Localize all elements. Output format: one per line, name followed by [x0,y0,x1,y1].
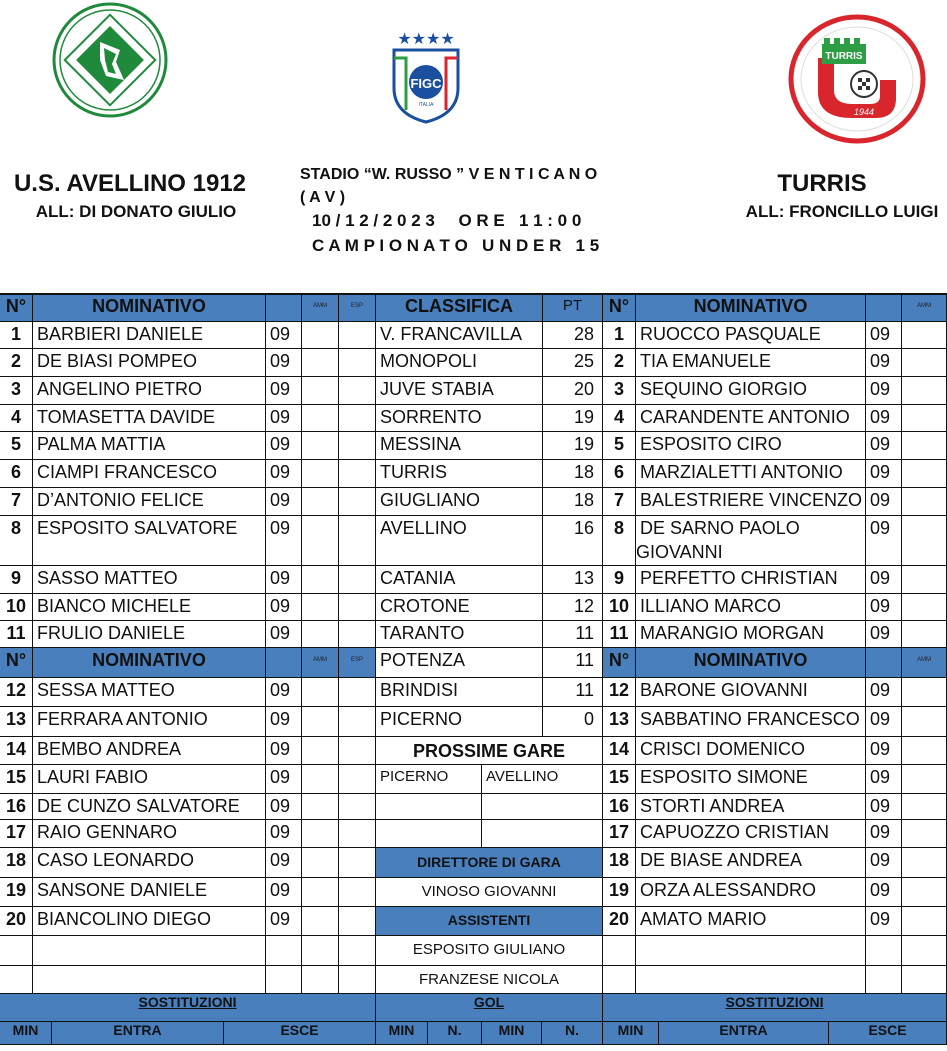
away-player-year: 09 [866,488,902,516]
home-player-number: 7 [0,488,33,516]
empty-cell [902,966,947,994]
home-player-esp [339,737,376,765]
home-player-number: 11 [0,621,33,648]
home-substitutions-title: SOSTITUZIONI [0,994,376,1022]
away-player-number: 10 [603,594,636,621]
home-player-esp [339,432,376,460]
home-player-amm [302,794,339,820]
home-player-year: 09 [266,848,302,878]
goal-min-header: MIN [376,1022,428,1045]
home-col-n: N° [0,294,33,322]
home-player-year: 09 [266,432,302,460]
away-player-name: CAPUOZZO CRISTIAN [636,820,866,848]
home-sub-out-header: ESCE [224,1022,376,1045]
away-subs-col-name: NOMINATIVO [636,648,866,678]
away-player-name: SEQUINO GIORGIO [636,377,866,405]
away-player-name: MARZIALETTI ANTONIO [636,460,866,488]
away-player-name: BARONE GIOVANNI [636,678,866,707]
away-col-year [866,294,902,322]
home-player-esp [339,594,376,621]
home-player-esp [339,516,376,566]
home-player-number: 17 [0,820,33,848]
assistant-2: FRANZESE NICOLA [376,966,603,994]
away-player-year: 09 [866,460,902,488]
standings-points: 19 [543,405,603,432]
empty-cell [0,966,33,994]
home-player-esp [339,878,376,907]
home-player-name: TOMASETTA DAVIDE [33,405,266,432]
home-player-name: BEMBO ANDREA [33,737,266,765]
home-player-amm [302,432,339,460]
standings-points: 20 [543,377,603,405]
empty-cell [302,936,339,966]
away-player-year: 09 [866,566,902,594]
svg-text:★★★★: ★★★★ [397,29,455,48]
home-player-year: 09 [266,737,302,765]
standings-team: AVELLINO [376,516,543,566]
away-player-year: 09 [866,322,902,349]
home-player-name: SANSONE DANIELE [33,878,266,907]
home-player-amm [302,737,339,765]
away-player-number: 18 [603,848,636,878]
home-player-amm [302,488,339,516]
standings-points: 28 [543,322,603,349]
home-player-number: 13 [0,707,33,737]
home-player-esp [339,820,376,848]
home-player-esp [339,460,376,488]
away-player-amm [902,765,947,794]
home-player-name: FRULIO DANIELE [33,621,266,648]
away-player-year: 09 [866,737,902,765]
away-player-name: CRISCI DOMENICO [636,737,866,765]
away-player-name [636,516,866,566]
empty-cell [302,966,339,994]
empty-cell [266,936,302,966]
home-player-amm [302,405,339,432]
home-player-amm [302,516,339,566]
home-player-year: 09 [266,794,302,820]
standings-team: SORRENTO [376,405,543,432]
away-player-name: TIA EMANUELE [636,349,866,377]
away-col-name: NOMINATIVO [636,294,866,322]
empty-cell [866,966,902,994]
assistants-title: ASSISTENTI [376,907,603,936]
away-player-name-line1: DE SARNO PAOLO [640,518,800,538]
away-player-amm [902,460,947,488]
home-subs-col-amm: AMM [302,648,339,678]
svg-text:1944: 1944 [853,107,875,117]
home-player-number: 16 [0,794,33,820]
away-player-amm [902,678,947,707]
home-player-year: 09 [266,765,302,794]
away-player-amm [902,820,947,848]
referee-title: DIRETTORE DI GARA [376,848,603,878]
away-player-year: 09 [866,349,902,377]
standings-points: 16 [543,516,603,566]
home-player-esp [339,621,376,648]
home-player-year: 09 [266,878,302,907]
home-player-year: 09 [266,907,302,936]
standings-points: 12 [543,594,603,621]
home-subs-col-esp: ESP [339,648,376,678]
away-player-amm [902,349,947,377]
away-player-year: 09 [866,432,902,460]
competition-name: C A M P I O N A T O U N D E R 1 5 [312,236,600,255]
home-player-amm [302,322,339,349]
home-player-year: 09 [266,488,302,516]
svg-text:FIGC: FIGC [410,76,442,91]
home-player-esp [339,488,376,516]
assistant-1: ESPOSITO GIULIANO [376,936,603,966]
away-player-number: 2 [603,349,636,377]
away-player-name: ESPOSITO CIRO [636,432,866,460]
venue-line1: STADIO “W. RUSSO ” V E N T I C A N O [300,166,598,183]
standings-team: CATANIA [376,566,543,594]
away-player-name: STORTI ANDREA [636,794,866,820]
away-subs-col-amm: AMM [902,648,947,678]
home-subs-col-year [266,648,302,678]
standings-team: GIUGLIANO [376,488,543,516]
turris-logo [788,14,926,144]
away-coach: ALL: FRONCILLO LUIGI [745,202,939,221]
away-player-amm [902,737,947,765]
home-player-name: BIANCOLINO DIEGO [33,907,266,936]
away-player-name: ORZA ALESSANDRO [636,878,866,907]
home-player-esp [339,765,376,794]
empty-cell [0,936,33,966]
away-player-year: 09 [866,516,902,566]
away-player-number: 4 [603,405,636,432]
home-player-name: FERRARA ANTONIO [33,707,266,737]
figc-logo [386,24,466,124]
away-substitutions-title: SOSTITUZIONI [603,994,947,1022]
away-player-amm [902,516,947,566]
empty-cell [33,936,266,966]
away-player-number: 8 [603,516,636,566]
home-player-name: LAURI FABIO [33,765,266,794]
home-player-amm [302,678,339,707]
home-player-amm [302,349,339,377]
away-player-number: 6 [603,460,636,488]
away-player-year: 09 [866,907,902,936]
home-team-name: U.S. AVELLINO 1912 [13,170,247,197]
home-player-name: ANGELINO PIETRO [33,377,266,405]
home-player-year: 09 [266,678,302,707]
standings-points: 11 [543,621,603,648]
home-player-esp [339,405,376,432]
next-game-away: AVELLINO [482,765,603,794]
referee-name: VINOSO GIOVANNI [376,878,603,907]
away-player-year: 09 [866,848,902,878]
home-player-number: 14 [0,737,33,765]
home-col-year [266,294,302,322]
away-player-name: ILLIANO MARCO [636,594,866,621]
away-player-year: 09 [866,878,902,907]
away-subs-col-n: N° [603,648,636,678]
home-player-amm [302,566,339,594]
standings-points: 11 [543,678,603,707]
empty-cell [266,966,302,994]
home-col-esp: ESP [339,294,376,322]
goal-n-header-2: N. [542,1022,603,1045]
empty-cell [603,936,636,966]
standings-points: 25 [543,349,603,377]
home-player-name: BARBIERI DANIELE [33,322,266,349]
away-player-number: 13 [603,707,636,737]
home-sub-in-header: ENTRA [52,1022,224,1045]
home-player-amm [302,765,339,794]
away-player-number: 20 [603,907,636,936]
home-player-name: SESSA MATTEO [33,678,266,707]
away-player-number: 19 [603,878,636,907]
away-player-name: MARANGIO MORGAN [636,621,866,648]
away-player-number: 16 [603,794,636,820]
away-player-amm [902,594,947,621]
home-player-number: 2 [0,349,33,377]
match-date-time: 10 / 1 2 / 2 0 2 3 O R E 1 1 : 0 0 [312,211,582,230]
home-player-year: 09 [266,707,302,737]
away-col-n: N° [603,294,636,322]
home-player-number: 15 [0,765,33,794]
standings-points: 18 [543,460,603,488]
match-sheet-table [0,294,947,1051]
next-game-empty [482,794,603,820]
standings-team: JUVE STABIA [376,377,543,405]
away-player-amm [902,377,947,405]
standings-team: TURRIS [376,460,543,488]
away-player-number: 11 [603,621,636,648]
empty-cell [339,936,376,966]
standings-points: 0 [543,707,603,737]
away-player-name: AMATO MARIO [636,907,866,936]
away-player-number: 1 [603,322,636,349]
away-player-amm [902,621,947,648]
next-game-empty [482,820,603,848]
home-col-amm: AMM [302,294,339,322]
standings-header: CLASSIFICA [376,294,543,322]
home-player-esp [339,377,376,405]
standings-team: MONOPOLI [376,349,543,377]
away-sub-in-header: ENTRA [659,1022,829,1045]
home-player-amm [302,820,339,848]
away-player-number: 15 [603,765,636,794]
away-sub-out-header: ESCE [829,1022,947,1045]
home-player-year: 09 [266,322,302,349]
table-top-border [0,293,947,295]
away-player-year: 09 [866,820,902,848]
empty-cell [866,936,902,966]
away-player-number: 17 [603,820,636,848]
home-coach: ALL: DI DONATO GIULIO [35,202,237,221]
away-player-year: 09 [866,405,902,432]
away-team-name: TURRIS [777,170,867,197]
away-player-amm [902,432,947,460]
home-sub-min-header: MIN [0,1022,52,1045]
away-player-number: 12 [603,678,636,707]
home-player-amm [302,907,339,936]
empty-cell [33,966,266,994]
standings-team: CROTONE [376,594,543,621]
home-player-esp [339,848,376,878]
home-player-name: CIAMPI FRANCESCO [33,460,266,488]
home-player-number: 6 [0,460,33,488]
home-player-name: BIANCO MICHELE [33,594,266,621]
home-player-number: 4 [0,405,33,432]
home-subs-col-n: N° [0,648,33,678]
standings-points: 19 [543,432,603,460]
home-player-esp [339,349,376,377]
home-player-number: 8 [0,516,33,566]
away-player-amm [902,848,947,878]
next-games-title: PROSSIME GARE [376,737,603,765]
empty-cell [636,966,866,994]
away-player-year: 09 [866,594,902,621]
away-sub-min-header: MIN [603,1022,659,1045]
standings-team: POTENZA [376,648,543,678]
home-player-name: ESPOSITO SALVATORE [33,516,266,566]
home-player-amm [302,377,339,405]
away-player-number: 7 [603,488,636,516]
home-player-name: CASO LEONARDO [33,848,266,878]
away-player-name: SABBATINO FRANCESCO [636,707,866,737]
away-player-number: 9 [603,566,636,594]
home-player-number: 1 [0,322,33,349]
home-col-name: NOMINATIVO [33,294,266,322]
standings-points: 11 [543,648,603,678]
home-player-number: 20 [0,907,33,936]
home-player-amm [302,621,339,648]
home-player-number: 18 [0,848,33,878]
home-player-esp [339,566,376,594]
away-player-year: 09 [866,765,902,794]
away-player-number: 14 [603,737,636,765]
home-player-amm [302,848,339,878]
away-player-amm [902,794,947,820]
home-player-number: 3 [0,377,33,405]
home-player-amm [302,878,339,907]
standings-points: 18 [543,488,603,516]
home-player-amm [302,594,339,621]
away-player-amm [902,566,947,594]
home-player-number: 9 [0,566,33,594]
away-player-amm [902,707,947,737]
standings-points: 13 [543,566,603,594]
home-player-name: DE BIASI POMPEO [33,349,266,377]
home-player-esp [339,707,376,737]
standings-team: V. FRANCAVILLA [376,322,543,349]
home-player-name: SASSO MATTEO [33,566,266,594]
empty-cell [339,966,376,994]
empty-cell [603,966,636,994]
svg-text:TURRIS: TURRIS [825,51,863,62]
avellino-logo [50,2,170,119]
home-player-year: 09 [266,349,302,377]
away-player-name: PERFETTO CHRISTIAN [636,566,866,594]
home-player-amm [302,460,339,488]
away-player-year: 09 [866,794,902,820]
away-player-name: ESPOSITO SIMONE [636,765,866,794]
empty-cell [636,936,866,966]
home-player-name: DE CUNZO SALVATORE [33,794,266,820]
home-player-esp [339,907,376,936]
away-player-number: 5 [603,432,636,460]
away-player-amm [902,878,947,907]
away-player-name: RUOCCO PASQUALE [636,322,866,349]
next-game-empty [376,794,482,820]
svg-text:ITALIA: ITALIA [418,102,434,108]
away-player-number: 3 [603,377,636,405]
home-player-year: 09 [266,820,302,848]
home-player-year: 09 [266,621,302,648]
goals-title: GOL [376,994,603,1022]
home-player-esp [339,794,376,820]
home-player-esp [339,322,376,349]
home-player-name: RAIO GENNARO [33,820,266,848]
home-player-year: 09 [266,594,302,621]
away-player-name: CARANDENTE ANTONIO [636,405,866,432]
home-player-year: 09 [266,566,302,594]
away-player-name: BALESTRIERE VINCENZO [636,488,866,516]
home-subs-col-name: NOMINATIVO [33,648,266,678]
home-player-esp [339,678,376,707]
away-player-year: 09 [866,678,902,707]
goal-n-header: N. [428,1022,482,1045]
standings-pt-header: PT [543,294,603,322]
venue-line2: ( A V ) [300,189,346,206]
standings-team: BRINDISI [376,678,543,707]
away-player-year: 09 [866,707,902,737]
home-player-number: 19 [0,878,33,907]
away-player-amm [902,907,947,936]
away-player-name-line2: GIOVANNI [636,542,723,562]
away-col-amm: AMM [902,294,947,322]
standings-team: TARANTO [376,621,543,648]
next-game-empty [376,820,482,848]
home-player-number: 12 [0,678,33,707]
home-player-year: 09 [266,405,302,432]
away-player-amm [902,488,947,516]
home-player-name: D’ANTONIO FELICE [33,488,266,516]
home-player-number: 5 [0,432,33,460]
standings-team: PICERNO [376,707,543,737]
standings-team: MESSINA [376,432,543,460]
home-player-number: 10 [0,594,33,621]
away-player-year: 09 [866,377,902,405]
home-player-year: 09 [266,377,302,405]
away-player-name: DE BIASE ANDREA [636,848,866,878]
away-player-year: 09 [866,621,902,648]
home-player-name: PALMA MATTIA [33,432,266,460]
away-player-amm [902,322,947,349]
home-player-amm [302,707,339,737]
goal-min-header-2: MIN [482,1022,542,1045]
next-game-home: PICERNO [376,765,482,794]
away-player-amm [902,405,947,432]
away-subs-col-year [866,648,902,678]
empty-cell [902,936,947,966]
home-player-year: 09 [266,460,302,488]
home-player-year: 09 [266,516,302,566]
